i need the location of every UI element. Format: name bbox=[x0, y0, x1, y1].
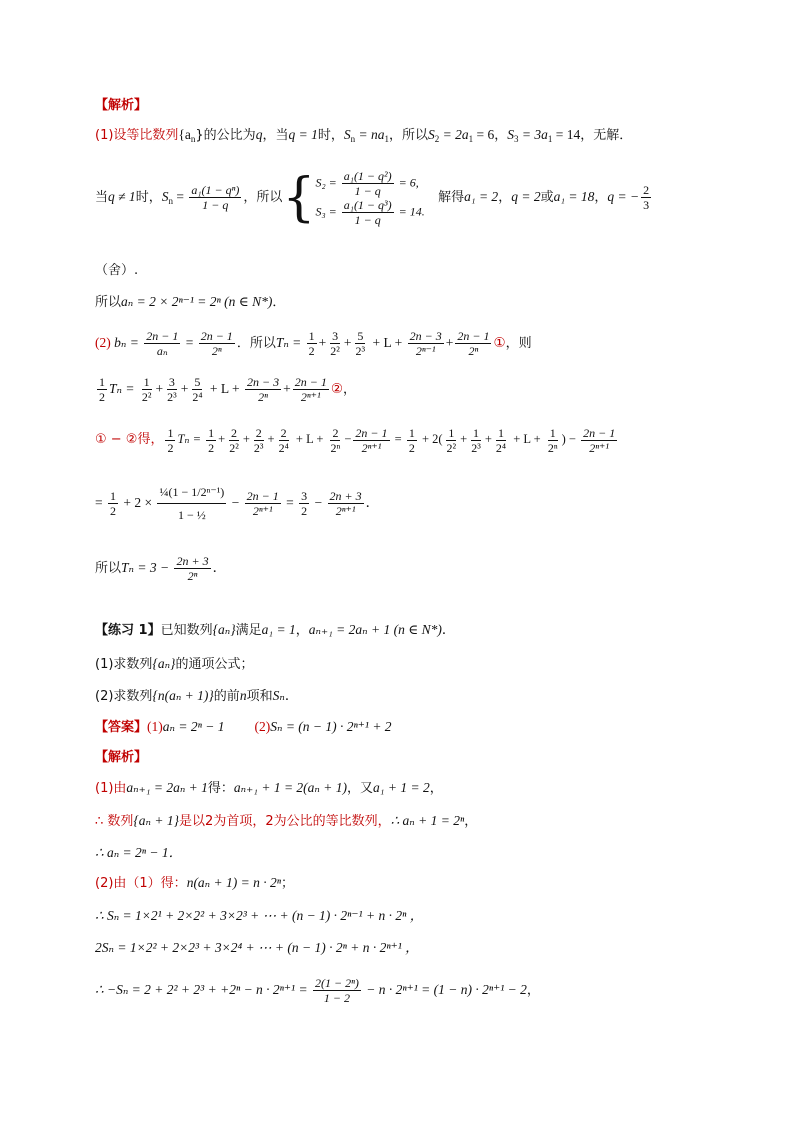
fraction: $\frac{2n - 1}{\text{aₙ}}$ bbox=[146, 329, 179, 359]
fraction: $\frac{2n - 1}{\text{2ⁿ⁺¹}}$ bbox=[246, 489, 279, 519]
text: ， bbox=[342, 382, 356, 397]
section-heading-analysis: 【解析】 bbox=[95, 98, 148, 113]
fraction: $\frac{1}{2}$ bbox=[408, 425, 415, 455]
fraction: $\frac{1}{\text{2³}}$ bbox=[471, 425, 481, 455]
subscript: n bbox=[190, 134, 196, 144]
text-line-20: ∴ Sₙ = 1×2¹ + 2×2² + 3×2³ + ⋯ + (n − 1) · 2ⁿ⁻¹ + n · 2ⁿ ， bbox=[95, 908, 424, 923]
text-line-5 bbox=[95, 293, 285, 312]
exercise-1-line bbox=[95, 621, 455, 640]
text: ， bbox=[594, 190, 608, 205]
fraction: $\frac{2n - 1}{\text{2ⁿ⁺¹}}$ bbox=[583, 425, 616, 455]
fraction: $\frac{\text{a₁(1 − qⁿ)}}{1 - q}$ bbox=[191, 183, 240, 213]
equation-system bbox=[315, 169, 424, 227]
math: Tₙ = bbox=[275, 335, 305, 350]
math: S bbox=[343, 127, 351, 142]
math: bₙ = bbox=[114, 335, 143, 350]
math: + 2 × bbox=[120, 495, 156, 510]
fraction: $\frac{5}{\text{2⁴}}$ bbox=[192, 375, 203, 405]
math: = 3a bbox=[518, 127, 548, 142]
text: 所以 bbox=[95, 561, 122, 576]
text: ，则 bbox=[505, 336, 532, 351]
fraction: $\frac{1}{2}$ bbox=[99, 375, 105, 405]
fraction: $\frac{1}{\text{2²}}$ bbox=[141, 375, 152, 405]
math: = na bbox=[355, 127, 385, 142]
fraction: $\frac{2n - 3}{\text{2ⁿ⁻¹}}$ bbox=[409, 329, 442, 359]
text: ， bbox=[464, 814, 478, 829]
text: 或 bbox=[540, 190, 554, 205]
text: ，无解． bbox=[580, 128, 633, 143]
math: ∴ −Sₙ = 2 + 2² + 2³ + +2ⁿ − n · 2ⁿ⁺¹ = bbox=[95, 982, 311, 997]
fraction: $\frac{1}{2}$ bbox=[110, 489, 116, 519]
fraction: $\frac{2}{\text{2ⁿ}}$ bbox=[330, 425, 341, 455]
math: a₁ = 1 bbox=[261, 622, 296, 637]
fraction: $\frac{5}{\text{2³}}$ bbox=[355, 329, 366, 359]
fraction: $\frac{1}{2}$ bbox=[167, 425, 174, 455]
subscript: 3 bbox=[514, 134, 519, 144]
math: {n(aₙ + 1)} bbox=[152, 688, 214, 703]
text-line-16 bbox=[95, 779, 443, 798]
math: = bbox=[95, 495, 106, 510]
text-line-2 bbox=[95, 126, 632, 148]
fraction: $\frac{\text{2(1 − 2ⁿ)}}{1 - 2}$ bbox=[314, 976, 359, 1006]
fraction: $\frac{2n - 1}{\text{2ⁿ⁺¹}}$ bbox=[294, 375, 327, 405]
math: = 2a bbox=[439, 127, 469, 142]
fraction: $\frac{2n - 3}{\text{2ⁿ}}$ bbox=[246, 375, 280, 405]
math: ． bbox=[441, 622, 456, 637]
math: + L + bbox=[292, 432, 327, 446]
part-label: (2)由（1）得： bbox=[95, 876, 187, 891]
text: 项和 bbox=[246, 689, 273, 704]
left-brace: { bbox=[282, 167, 316, 228]
math: ． bbox=[284, 688, 299, 703]
text: ； bbox=[281, 876, 295, 891]
text-line-18: ∴ aₙ = 2ⁿ − 1． bbox=[95, 845, 183, 860]
text: 是以2为首项，2为公比的等比数列， bbox=[179, 814, 391, 829]
text: ．所以 bbox=[236, 336, 276, 351]
section-heading-analysis-2: 【解析】 bbox=[95, 750, 148, 765]
fraction: $\frac{2}{\text{2³}}$ bbox=[253, 425, 264, 455]
math: = bbox=[282, 495, 298, 510]
text: ，当 bbox=[262, 128, 289, 143]
subscript: 1 bbox=[547, 134, 553, 144]
text-line-21: 2Sₙ = 1×2² + 2×2³ + 3×2⁴ + ⋯ + (n − 1) · 2ⁿ + n · 2ⁿ⁺¹ ， bbox=[95, 940, 419, 955]
math: a₁ = 2 bbox=[464, 189, 499, 204]
math: + L + bbox=[369, 335, 406, 350]
math: ∴ aₙ + 1 = 2ⁿ bbox=[390, 813, 465, 828]
circled-label-2: ② bbox=[330, 381, 343, 396]
subscript: n bbox=[168, 196, 173, 206]
math: S bbox=[427, 127, 435, 142]
math: ． bbox=[365, 495, 380, 510]
math: aₙ₊₁ = 2aₙ + 1 (n ∈ N*) bbox=[308, 622, 442, 637]
question-1-line bbox=[95, 655, 253, 674]
math: = bbox=[391, 432, 405, 446]
text-line-17 bbox=[95, 812, 477, 831]
text: ， bbox=[295, 623, 309, 638]
fraction: $\frac{2n + 3}{\text{2ⁿ}}$ bbox=[176, 554, 209, 584]
text: ， bbox=[498, 190, 512, 205]
math: {aₙ} bbox=[152, 656, 176, 671]
math: q ≠ 1 bbox=[108, 189, 136, 204]
math: = 14 bbox=[552, 127, 581, 142]
text-line-19 bbox=[95, 874, 294, 893]
part-label: (2) bbox=[254, 719, 271, 734]
text: ∴ 数列 bbox=[95, 814, 134, 829]
equation-2: S₃ = $\frac{\text{a₁(1 − q³)}}{1 - q}$ = 14. bbox=[315, 197, 425, 227]
subscript: 1 bbox=[384, 134, 389, 144]
fraction: $\frac{1}{\text{2ⁿ}}$ bbox=[547, 425, 558, 455]
text: ， bbox=[429, 781, 443, 796]
step-label: ① − ②得， bbox=[95, 432, 164, 447]
fraction: $\frac{2}{\text{2²}}$ bbox=[229, 425, 239, 455]
part-label: (1) bbox=[147, 719, 163, 734]
question-2-line bbox=[95, 687, 298, 706]
text-line-7: $\frac{1}{2}$ Tₙ = $\frac{1}{\text{2²}}$ + $\frac{3}{\text{2³}}$ + $\frac{5}{\text{2⁴}}$ + L + $\frac{2n - 3}{\text{2ⁿ}}$ + $\frac{2n - 1}{\text{2ⁿ⁺¹}}$ ②， bbox=[99, 375, 356, 405]
text: 解得 bbox=[438, 190, 465, 205]
part-label: (2) bbox=[95, 335, 111, 350]
part-label: (1)设等比数列 bbox=[95, 128, 179, 143]
math: n(aₙ + 1) = n · 2ⁿ bbox=[186, 875, 281, 890]
math: a₁ + 1 = 2 bbox=[373, 780, 430, 795]
text-line-10 bbox=[95, 552, 226, 585]
text: (1)求数列 bbox=[95, 657, 153, 672]
text: 已知数列 bbox=[160, 623, 213, 638]
math: Tₙ = bbox=[177, 432, 205, 446]
fraction: $\frac{3}{\text{2³}}$ bbox=[167, 375, 177, 405]
text: 得： bbox=[207, 781, 234, 796]
math: aₙ₊₁ + 1 = 2(aₙ + 1) bbox=[233, 780, 348, 795]
fraction: $\frac{1}{\text{2⁴}}$ bbox=[495, 425, 507, 455]
math: a₁ = 18 bbox=[553, 189, 595, 204]
exercise-label: 【练习 1】 bbox=[95, 623, 161, 638]
compound-fraction: $\frac{\text{¼(1 − 1/2ⁿ⁻¹)}}{\text{1 − ½}}$ bbox=[157, 481, 226, 526]
text: 当 bbox=[95, 190, 109, 205]
text: }的公比为 bbox=[195, 128, 256, 143]
math: − bbox=[311, 495, 326, 510]
fraction: $\frac{1}{2}$ bbox=[208, 425, 215, 455]
math: aₙ = 2 × 2ⁿ⁻¹ = 2ⁿ (n ∈ N*) bbox=[121, 294, 273, 309]
answer-line bbox=[95, 718, 392, 737]
text: 时， bbox=[317, 128, 344, 143]
fraction: $\frac{2n + 3}{\text{2ⁿ⁺¹}}$ bbox=[329, 489, 362, 519]
text: 的前 bbox=[213, 689, 240, 704]
text: ． bbox=[272, 295, 286, 310]
math: Sₙ = (n − 1) · 2ⁿ⁺¹ + 2 bbox=[270, 719, 392, 734]
math: aₙ₊₁ = 2aₙ + 1 bbox=[126, 780, 208, 795]
text: ， bbox=[494, 128, 508, 143]
math: = bbox=[172, 189, 188, 204]
text: ， bbox=[526, 983, 540, 998]
text-line-6: (2) bₙ = $\frac{2n - 1}{\text{aₙ}}$ = $\frac{2n - 1}{\text{2ⁿ}}$ ．所以Tₙ = $\frac{1}{2}$ + $\frac{3}{\text{2²}}$ + $\frac{5}{\text{2³}}$ + L + $\frac{2n - 3}{\text{2ⁿ⁻¹}}$ + $\frac{2n - 1}{\text{2ⁿ}}$ ①，则 bbox=[95, 329, 532, 359]
subscript: 2 bbox=[434, 134, 440, 144]
text: 所以 bbox=[95, 295, 122, 310]
math: S bbox=[507, 127, 514, 142]
math: q = 1 bbox=[288, 127, 318, 142]
equation-1: S₂ = $\frac{\text{a₁(1 − q²)}}{1 - q}$ = 6, bbox=[315, 168, 419, 198]
text-line-4: （舍）. bbox=[95, 263, 139, 278]
seq-brace: {a bbox=[178, 127, 191, 142]
math: n bbox=[239, 688, 247, 703]
fraction: $\frac{1}{\text{2²}}$ bbox=[446, 425, 457, 455]
fraction: $\frac{2}{3}$ bbox=[643, 183, 650, 213]
text-line-9 bbox=[95, 470, 379, 536]
part-label: (1)由 bbox=[95, 781, 127, 796]
math: aₙ = 2ⁿ − 1 bbox=[162, 719, 225, 734]
math: ． bbox=[212, 560, 227, 575]
math: {aₙ + 1} bbox=[133, 813, 180, 828]
math: S bbox=[161, 189, 169, 204]
fraction: $\frac{2n - 1}{\text{2ⁿ}}$ bbox=[457, 329, 490, 359]
math: Tₙ = 3 − bbox=[121, 560, 173, 575]
circled-label-1: ① bbox=[493, 335, 506, 350]
text: ，又 bbox=[347, 781, 374, 796]
math: + L + bbox=[510, 432, 544, 446]
fraction: $\frac{1}{2}$ bbox=[308, 329, 315, 359]
math: = bbox=[182, 335, 197, 350]
text: 时， bbox=[135, 190, 162, 205]
math: {aₙ} bbox=[212, 622, 236, 637]
math: = 6 bbox=[473, 127, 495, 142]
text: ，所以 bbox=[243, 190, 283, 205]
subscript: 1 bbox=[468, 134, 474, 144]
text-line-3 bbox=[95, 162, 653, 232]
math: ) − bbox=[561, 432, 580, 446]
math: − bbox=[228, 495, 243, 510]
answer-label: 【答案】 bbox=[95, 720, 148, 735]
math: q = − bbox=[607, 189, 640, 204]
text: 满足 bbox=[235, 623, 262, 638]
var-q: q bbox=[255, 127, 263, 142]
text-line-8: ① − ②得， $\frac{1}{2}$ Tₙ = $\frac{1}{2}$ + $\frac{2}{\text{2²}}$ + $\frac{2}{\text{2³}}$ + $\frac{2}{\text{2⁴}}$ + L + $\frac{2}{\text{2ⁿ}}$ − $\frac{2n - 1}{\text{2ⁿ⁺¹}}$ = $\frac{1}{2}$ + 2( $\frac{1}{\text{2²}}$ + $\frac{1}{\text{2³}}$ + $\frac{1}{\text{2⁴}}$ + L + $\frac{1}{\text{2ⁿ}}$ ) − $\frac{2n - 1}{\text{2ⁿ⁺¹}}$ bbox=[95, 425, 616, 455]
math: + L + bbox=[206, 381, 243, 396]
text: ，所以 bbox=[388, 128, 428, 143]
math: q = 2 bbox=[511, 189, 541, 204]
fraction: $\frac{2n - 1}{\text{2ⁿ}}$ bbox=[200, 329, 233, 359]
math: − n · 2ⁿ⁺¹ = (1 − n) · 2ⁿ⁺¹ − 2 bbox=[362, 982, 527, 997]
text-line-22 bbox=[95, 970, 540, 1011]
text: (2)求数列 bbox=[95, 689, 153, 704]
text: 的通项公式； bbox=[175, 657, 254, 672]
fraction: $\frac{3}{2}$ bbox=[301, 489, 308, 519]
math: Tₙ = bbox=[109, 381, 138, 396]
math: Sₙ bbox=[272, 688, 285, 703]
fraction: $\frac{2}{\text{2⁴}}$ bbox=[278, 425, 289, 455]
fraction: $\frac{3}{\text{2²}}$ bbox=[330, 329, 340, 359]
fraction: $\frac{2n - 1}{\text{2ⁿ⁺¹}}$ bbox=[355, 425, 388, 455]
math: + 2( bbox=[418, 432, 443, 446]
subscript: n bbox=[350, 134, 356, 144]
